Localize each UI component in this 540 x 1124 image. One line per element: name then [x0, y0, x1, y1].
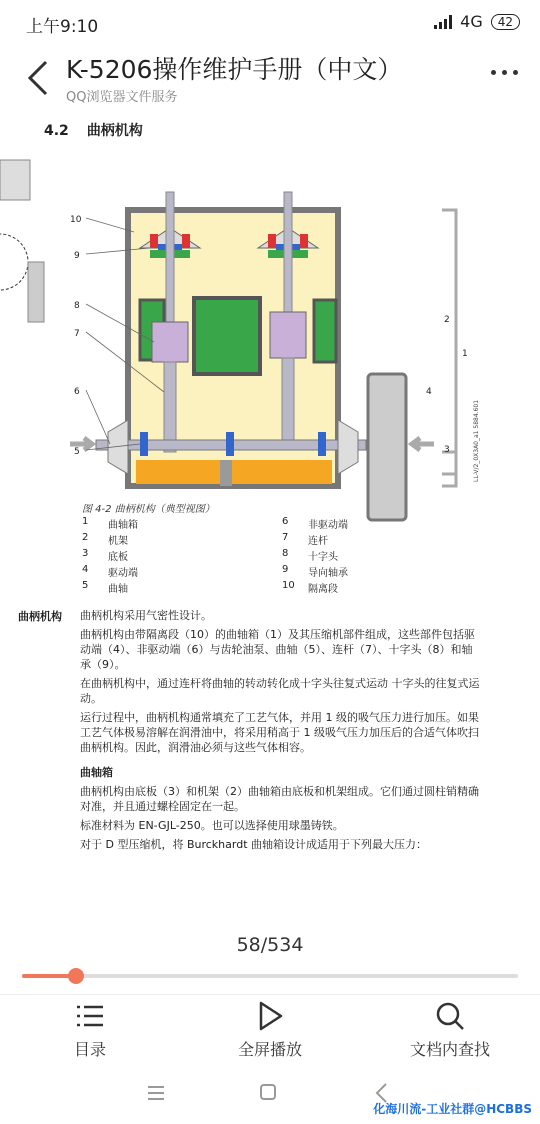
page-progress-slider[interactable] — [22, 974, 518, 978]
list-icon — [73, 999, 107, 1033]
paragraph: 对于 D 型压缩机，将 Burckhardt 曲轴箱设计成适用于下列最大压力： — [80, 838, 428, 851]
callout-label: 7 — [74, 329, 80, 339]
callout-label: 1 — [462, 349, 468, 359]
callout-label: 4 — [426, 387, 432, 397]
partial-figure-left — [0, 160, 44, 322]
figure-caption: 图 4-2 曲柄机构（典型视图） — [82, 504, 215, 515]
paragraph: 标准材料为 EN-GJL-250。也可以选择使用球墨铸铁。 — [80, 819, 344, 832]
callout-label: 6 — [74, 387, 80, 397]
section-heading — [44, 120, 143, 140]
callout-label: 2 — [444, 315, 450, 325]
paragraph: 在曲柄机构中，通过连杆将曲轴的转动转化成十字头往复式运动 十字头的往复式运动。 — [80, 677, 480, 705]
subheading: 曲轴箱 — [80, 766, 113, 779]
home-icon[interactable] — [248, 1078, 288, 1108]
find-in-document-button[interactable] — [360, 995, 540, 1065]
document-subtitle: QQ浏览器文件服务 — [66, 90, 178, 105]
document-title: K-5206操作维护手册（中文） — [66, 55, 403, 84]
fullscreen-play-button[interactable] — [180, 995, 360, 1065]
toc-button[interactable] — [0, 995, 180, 1065]
callout-label: 10 — [70, 215, 82, 225]
network-type: 4G — [460, 12, 483, 31]
base-plate — [136, 460, 332, 484]
crosshead-right — [270, 312, 306, 358]
callout-label: 5 — [74, 447, 80, 457]
section-number: 4.2 — [44, 123, 69, 139]
paragraph: 曲柄机构由带隔离段（10）的曲轴箱（1）及其压缩机部件组成，这些部件包括驱动端（4）、非驱动端（6）与齿轮油泵、曲轴（5）、连杆（7）、十字头（8）和轴承（9）。 — [80, 628, 475, 671]
flywheel — [368, 374, 406, 520]
crosshead-left — [152, 322, 188, 362]
search-label: 文档内查找 — [409, 1040, 490, 1059]
callout-label: 3 — [444, 445, 450, 455]
figure-legend: 1 曲轴箱 6 非驱动端 2 机架 7 连杆 3 底板 8 十字头 4 驱动端 9 导向轴承 5 曲轴 10 隔离段 — [82, 516, 348, 595]
menu-icon[interactable] — [136, 1078, 176, 1108]
page-indicator: 58/534 — [236, 934, 304, 956]
callout-label: 8 — [74, 301, 80, 311]
document-body-text — [80, 608, 480, 856]
status-time: 上午9:10 — [26, 17, 99, 37]
app-header — [0, 44, 540, 110]
status-right — [434, 12, 520, 31]
section-title: 曲柄机构 — [86, 123, 143, 139]
status-bar — [0, 0, 540, 44]
battery-icon: 42 — [491, 14, 520, 30]
slider-handle[interactable] — [68, 968, 84, 984]
document-page[interactable] — [0, 112, 540, 932]
paragraph: 曲柄机构采用气密性设计。 — [80, 609, 212, 622]
watermark: 化海川流-工业社群@HCBBS — [373, 1102, 532, 1116]
paragraph: 运行过程中，曲柄机构通常填充了工艺气体，并用 1 级的吸气压力进行加压。如果工艺气体极易溶解在润滑油中，将采用稍高于 1 级吸气压力加压后的合适气体吹扫曲柄机构。因此，润滑油必须与这些气体相容。 — [80, 711, 479, 754]
callout-label: 9 — [74, 251, 80, 261]
play-label: 全屏播放 — [237, 1040, 302, 1059]
bottom-toolbar — [0, 994, 540, 1065]
toc-label: 目录 — [73, 1040, 106, 1059]
search-icon — [433, 999, 467, 1033]
paragraph: 曲柄机构由底板（3）和机架（2）曲轴箱由底板和机架组成。它们通过圆柱销精确对准，并且通过螺栓固定在一起。 — [80, 785, 479, 813]
more-options-icon[interactable] — [491, 70, 518, 75]
margin-heading: 曲柄机构 — [18, 610, 62, 623]
signal-icon — [434, 15, 452, 29]
play-icon — [253, 999, 287, 1033]
back-arrow-icon[interactable] — [24, 58, 54, 98]
figure-code: LL-V/2_0X3A0_a1 5884.601 — [473, 399, 480, 482]
